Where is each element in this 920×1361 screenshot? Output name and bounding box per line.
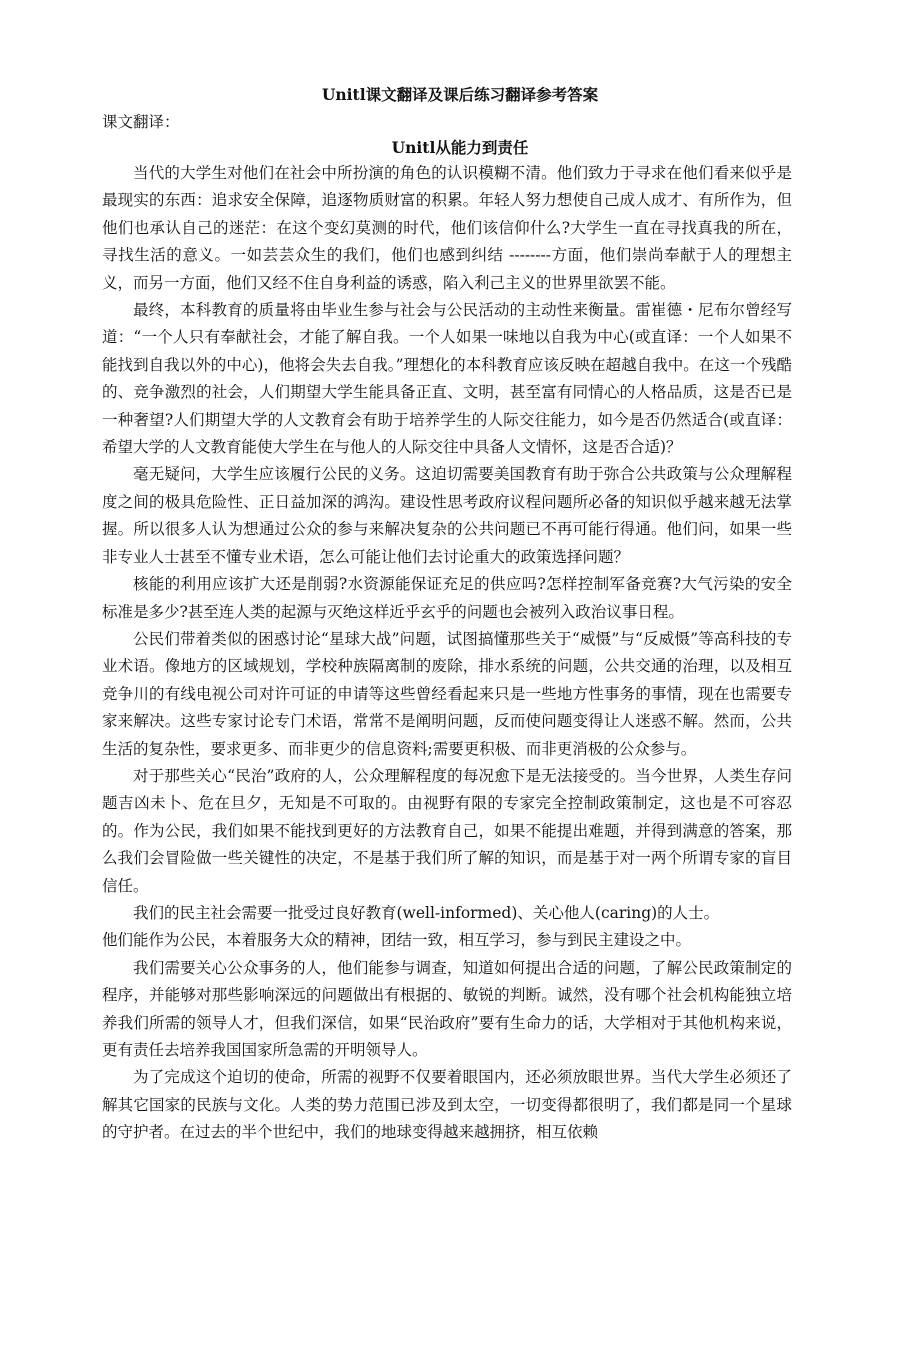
paragraph-6: 对于那些关心“民治”政府的人，公众理解程度的每况愈下是无法接受的。当今世界，人类生存问题吉凶未卜、危在旦夕，无知是不可取的。由视野有限的专家完全控制政策制定，这也是不可容忍的。作为公民，我们如果不能找到更好的方法教育自己，如果不能提出难题，并得到满意的答案，那么我们会冒险做一些关键性的决定，不是基于我们所了解的知识，而是基于对一两个所谓专家的盲目信任。 <box>102 766 792 895</box>
paragraph-10: 为了完成这个迫切的使命，所需的视野不仅要着眼国内，还必须放眼世界。当代大学生必须还了解其它国家的民族与文化。人类的势力范围已涉及到太空，一切变得都很明了，我们都是同一个星球的守护者。在过去的半个世纪中，我们的地球变得越来越拥挤，相互依赖 <box>102 1068 792 1142</box>
paragraph-4: 核能的利用应该扩大还是削弱?水资源能保证充足的供应吗?怎样控制军备竞赛?大气污染的安全标准是多少?甚至连人类的起源与灭绝这样近乎玄乎的问题也会被列入政治议事日程。 <box>102 575 792 621</box>
paragraph-3: 毫无疑问，大学生应该履行公民的义务。这迫切需要美国教育有助于弥合公共政策与公众理解程度之间的极具危险性、正日益加深的鸿沟。建设性思考政府议程问题所必备的知识似乎越来越无法掌握。所以很多人认为想通过公众的参与来解决复杂的公共问题已不再可能行得通。他们问，如果一些非专业人士甚至不懂专业术语，怎么可能让他们去讨论重大的政策选择问题？ <box>102 465 792 566</box>
unit-title: Unitl从能力到责任 <box>391 138 529 157</box>
paragraph-5: 公民们带着类似的困惑讨论“星球大战”问题，试图搞懂那些关于“威慑”与“反威慑”等高科技的专业术语。像地方的区域规划，学校种族隔离制的废除，排水系统的问题，公共交通的治理，以及相互竞争川的有线电视公司对许可证的申请等这些曾经看起来只是一些地方性事务的事情，现在也需要专家来解决。这些专家讨论专门术语，常常不是阐明问题，反而使问题变得让人迷惑不解。然而，公共生活的复杂性，要求更多、而非更少的信息资料;需要更积极、而非更消极的公众参与。 <box>102 629 792 758</box>
paragraph-7: 我们的民主社会需要一批受过良好教育(well-informed)、关心他人(caring)的人士。 <box>133 903 720 922</box>
paragraph-2: 最终，本科教育的质量将由毕业生参与社会与公民活动的主动性来衡量。雷崔德・尼布尔曾经写道：“一个人只有奉献社会，才能了解自我。一个人如果一味地以自我为中心(或直译：一个人如果不能找到自我以外的中心)，他将会失去自我。”理想化的本科教育应该反映在超越自我中。在这一个残酷的、竞争激烈的社会，人们期望大学生能具备正直、文明，甚至富有同情心的人格品质，这是否已是一种奢望?人们期望大学的人文教育会有助于培养学生的人际交往能力，如今是否仍然适合(或直译：希望大学的人文教育能使大学生在与他人的人际交往中具备人文情怀，这是否合适)？ <box>102 301 792 457</box>
document-title: Unitl课文翻译及课后练习翻译参考答案 <box>321 85 599 104</box>
body-text <box>102 160 792 1147</box>
paragraph-9: 我们需要关心公众事务的人，他们能参与调查，知道如何提出合适的问题，了解公民政策制定的程序，并能够对那些影响深远的问题做出有根据的、敏锐的判断。诚然，没有哪个社会机构能独立培养我们所需的领导人才，但我们深信，如果“民治政府”要有生命力的话，大学相对于其他机构来说，更有责任去培养我国国家所急需的开明领导人。 <box>102 958 792 1059</box>
paragraph-1: 当代的大学生对他们在社会中所扮演的角色的认识模糊不清。他们致力于寻求在他们看来似乎是最现实的东西：追求安全保障，追逐物质财富的积累。年轻人努力想使自己成人成才、有所作为，但他们也承认自己的迷茫：在这个变幻莫测的时代，他们该信仰什么?大学生一直在寻找真我的所在，寻找生活的意义。一如芸芸众生的我们，他们也感到纠结 --------方面，他们崇尚奉献于人的理想主义，而另一方面，他们又经不住自身利益的诱惑，陷入利己主义的世界里欲罢不能。 <box>102 164 792 292</box>
paragraph-8: 他们能作为公民，本着服务大众的精神，团结一致，相互学习，参与到民主建设之中。 <box>102 931 692 950</box>
section-label: 课文翻译： <box>102 113 180 131</box>
